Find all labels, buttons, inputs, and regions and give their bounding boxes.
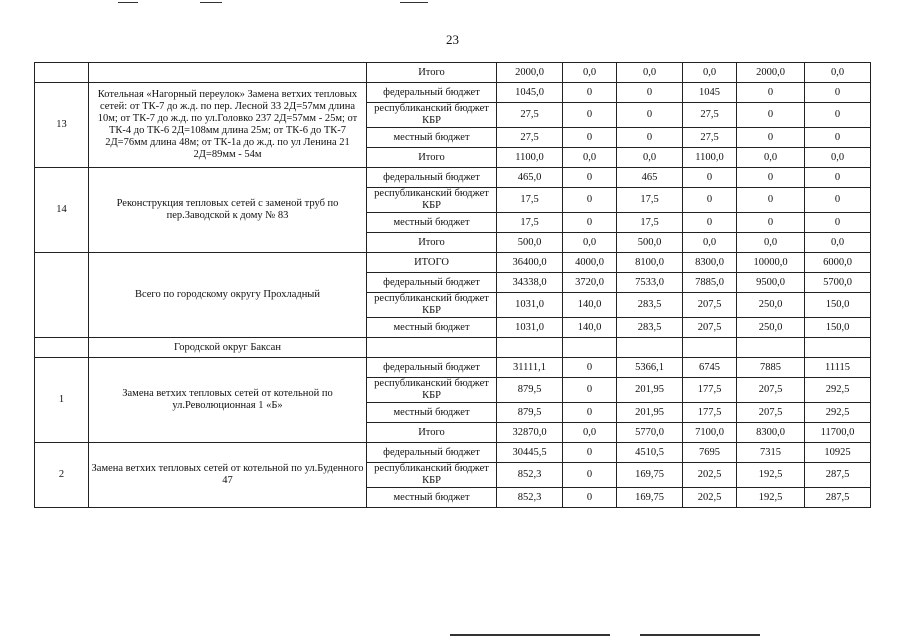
table-row	[35, 168, 871, 188]
value-cell: 207,5	[737, 403, 805, 423]
value-cell: 34338,0	[497, 273, 563, 293]
value-cell: 192,5	[737, 488, 805, 508]
value-cell	[683, 338, 737, 358]
funding-source	[367, 338, 497, 358]
value-cell: 202,5	[683, 488, 737, 508]
value-cell: 0	[805, 188, 871, 213]
value-cell: 150,0	[805, 293, 871, 318]
value-cell: 169,75	[617, 488, 683, 508]
value-cell: 7695	[683, 443, 737, 463]
value-cell: 250,0	[737, 318, 805, 338]
value-cell: 0	[563, 403, 617, 423]
value-cell: 192,5	[737, 463, 805, 488]
value-cell: 10000,0	[737, 253, 805, 273]
value-cell: 283,5	[617, 318, 683, 338]
value-cell: 0,0	[563, 423, 617, 443]
value-cell: 7100,0	[683, 423, 737, 443]
value-cell	[497, 338, 563, 358]
value-cell: 177,5	[683, 403, 737, 423]
section-title: Городской округ Баксан	[89, 338, 367, 358]
funding-source: местный бюджет	[367, 213, 497, 233]
value-cell	[805, 338, 871, 358]
value-cell: 11115	[805, 358, 871, 378]
value-cell: 283,5	[617, 293, 683, 318]
funding-source: федеральный бюджет	[367, 273, 497, 293]
value-cell: 0	[617, 128, 683, 148]
value-cell: 8100,0	[617, 253, 683, 273]
value-cell: 500,0	[497, 233, 563, 253]
funding-source: Итого	[367, 233, 497, 253]
value-cell: 0	[563, 168, 617, 188]
value-cell: 30445,5	[497, 443, 563, 463]
value-cell: 27,5	[497, 103, 563, 128]
table-row	[35, 83, 871, 103]
funding-source: республиканский бюджет КБР	[367, 188, 497, 213]
value-cell: 17,5	[617, 188, 683, 213]
value-cell: 0	[805, 103, 871, 128]
value-cell: 0	[683, 168, 737, 188]
funding-source: Итого	[367, 63, 497, 83]
value-cell: 27,5	[683, 128, 737, 148]
value-cell: 207,5	[683, 318, 737, 338]
funding-source: местный бюджет	[367, 488, 497, 508]
table-row	[35, 253, 871, 273]
value-cell: 36400,0	[497, 253, 563, 273]
funding-source: Итого	[367, 423, 497, 443]
value-cell: 150,0	[805, 318, 871, 338]
project-description: Замена ветхих тепловых сетей от котельной по ул.Революционная 1 «Б»	[89, 358, 367, 443]
value-cell: 6745	[683, 358, 737, 378]
scan-artifact-bottom	[640, 634, 760, 636]
value-cell: 0	[737, 213, 805, 233]
value-cell: 5700,0	[805, 273, 871, 293]
value-cell: 0	[617, 103, 683, 128]
value-cell: 27,5	[683, 103, 737, 128]
value-cell: 0	[683, 213, 737, 233]
value-cell: 5770,0	[617, 423, 683, 443]
table-row	[35, 63, 871, 83]
value-cell: 177,5	[683, 378, 737, 403]
value-cell: 0	[563, 103, 617, 128]
value-cell: 879,5	[497, 378, 563, 403]
row-number-cell	[35, 63, 89, 83]
project-description	[89, 63, 367, 83]
funding-source: ИТОГО	[367, 253, 497, 273]
row-number-cell	[35, 253, 89, 338]
value-cell: 0	[683, 188, 737, 213]
value-cell: 852,3	[497, 463, 563, 488]
value-cell: 0	[563, 128, 617, 148]
value-cell: 0,0	[563, 148, 617, 168]
project-description: Котельная «Нагорный переулок» Замена ветхих тепловых сетей: от ТК-7 до ж.д. по пер. Лесной 33 2Д=57мм длина 10м; от ТК-7 до ж.д. по ул.Головко 237 2Д=57мм - 25м; от ТК-4 до ТК-6 2Д=108мм длина 25м; от ТК-6 до ТК-7 2Д=76мм длина 48м; от ТК-1а до ж.д. по ул Ленина 21 2Д=89мм - 54м	[89, 83, 367, 168]
value-cell: 0,0	[737, 148, 805, 168]
budget-table	[34, 62, 871, 508]
row-number-cell: 1	[35, 358, 89, 443]
value-cell: 207,5	[737, 378, 805, 403]
value-cell: 17,5	[497, 188, 563, 213]
funding-source: республиканский бюджет КБР	[367, 103, 497, 128]
value-cell: 0,0	[683, 63, 737, 83]
value-cell: 0,0	[805, 148, 871, 168]
value-cell: 3720,0	[563, 273, 617, 293]
value-cell: 0	[563, 358, 617, 378]
value-cell: 0	[805, 128, 871, 148]
value-cell: 0	[805, 213, 871, 233]
value-cell: 1100,0	[497, 148, 563, 168]
funding-source: республиканский бюджет КБР	[367, 378, 497, 403]
value-cell: 17,5	[617, 213, 683, 233]
project-description: Реконструкция тепловых сетей с заменой труб по пер.Заводской к дому № 83	[89, 168, 367, 253]
value-cell: 0	[563, 378, 617, 403]
value-cell: 0	[737, 128, 805, 148]
value-cell: 852,3	[497, 488, 563, 508]
scan-artifact-top	[200, 2, 222, 3]
value-cell: 500,0	[617, 233, 683, 253]
project-description: Замена ветхих тепловых сетей от котельной по ул.Буденного 47	[89, 443, 367, 508]
row-number-cell: 14	[35, 168, 89, 253]
value-cell: 31111,1	[497, 358, 563, 378]
value-cell: 0	[563, 83, 617, 103]
value-cell: 32870,0	[497, 423, 563, 443]
scan-artifact-top	[118, 2, 138, 3]
page-number: 23	[446, 32, 459, 47]
value-cell: 292,5	[805, 403, 871, 423]
row-number-cell: 2	[35, 443, 89, 508]
value-cell: 7885,0	[683, 273, 737, 293]
value-cell: 0	[737, 103, 805, 128]
value-cell: 4000,0	[563, 253, 617, 273]
value-cell: 0,0	[617, 63, 683, 83]
row-number-cell	[35, 338, 89, 358]
value-cell: 1045,0	[497, 83, 563, 103]
funding-source: федеральный бюджет	[367, 358, 497, 378]
value-cell: 202,5	[683, 463, 737, 488]
value-cell: 11700,0	[805, 423, 871, 443]
value-cell: 0	[617, 83, 683, 103]
value-cell: 0	[805, 168, 871, 188]
value-cell: 7885	[737, 358, 805, 378]
value-cell: 0	[563, 213, 617, 233]
value-cell: 8300,0	[737, 423, 805, 443]
value-cell: 2000,0	[497, 63, 563, 83]
value-cell: 2000,0	[737, 63, 805, 83]
value-cell: 1031,0	[497, 318, 563, 338]
table-row	[35, 358, 871, 378]
value-cell: 8300,0	[683, 253, 737, 273]
value-cell: 1100,0	[683, 148, 737, 168]
table-row	[35, 443, 871, 463]
value-cell: 0,0	[617, 148, 683, 168]
value-cell: 0	[563, 188, 617, 213]
value-cell: 250,0	[737, 293, 805, 318]
value-cell: 0,0	[805, 63, 871, 83]
project-description: Всего по городскому округу Прохладный	[89, 253, 367, 338]
scan-artifact-top	[400, 2, 428, 3]
funding-source: местный бюджет	[367, 128, 497, 148]
value-cell: 140,0	[563, 293, 617, 318]
value-cell: 10925	[805, 443, 871, 463]
funding-source: местный бюджет	[367, 318, 497, 338]
value-cell: 169,75	[617, 463, 683, 488]
funding-source: федеральный бюджет	[367, 168, 497, 188]
value-cell: 0,0	[563, 63, 617, 83]
value-cell: 9500,0	[737, 273, 805, 293]
value-cell: 0,0	[683, 233, 737, 253]
value-cell: 140,0	[563, 318, 617, 338]
value-cell: 292,5	[805, 378, 871, 403]
value-cell: 6000,0	[805, 253, 871, 273]
value-cell: 0	[563, 443, 617, 463]
scan-artifact-bottom	[450, 634, 610, 636]
value-cell: 0	[805, 83, 871, 103]
funding-source: Итого	[367, 148, 497, 168]
value-cell: 4510,5	[617, 443, 683, 463]
value-cell: 287,5	[805, 463, 871, 488]
value-cell: 0	[737, 168, 805, 188]
value-cell: 0	[737, 188, 805, 213]
value-cell: 201,95	[617, 378, 683, 403]
value-cell: 0	[737, 83, 805, 103]
value-cell: 287,5	[805, 488, 871, 508]
value-cell: 0	[563, 488, 617, 508]
value-cell: 0,0	[563, 233, 617, 253]
value-cell: 465,0	[497, 168, 563, 188]
value-cell: 0,0	[737, 233, 805, 253]
value-cell: 1031,0	[497, 293, 563, 318]
value-cell: 17,5	[497, 213, 563, 233]
value-cell: 5366,1	[617, 358, 683, 378]
funding-source: республиканский бюджет КБР	[367, 293, 497, 318]
funding-source: местный бюджет	[367, 403, 497, 423]
value-cell: 1045	[683, 83, 737, 103]
row-number-cell: 13	[35, 83, 89, 168]
value-cell: 0	[563, 463, 617, 488]
value-cell: 7315	[737, 443, 805, 463]
value-cell: 207,5	[683, 293, 737, 318]
value-cell: 27,5	[497, 128, 563, 148]
value-cell: 0,0	[805, 233, 871, 253]
value-cell: 201,95	[617, 403, 683, 423]
funding-source: федеральный бюджет	[367, 443, 497, 463]
value-cell: 7533,0	[617, 273, 683, 293]
section-row	[35, 338, 871, 358]
value-cell	[617, 338, 683, 358]
value-cell	[563, 338, 617, 358]
funding-source: федеральный бюджет	[367, 83, 497, 103]
funding-source: республиканский бюджет КБР	[367, 463, 497, 488]
value-cell	[737, 338, 805, 358]
value-cell: 879,5	[497, 403, 563, 423]
value-cell: 465	[617, 168, 683, 188]
